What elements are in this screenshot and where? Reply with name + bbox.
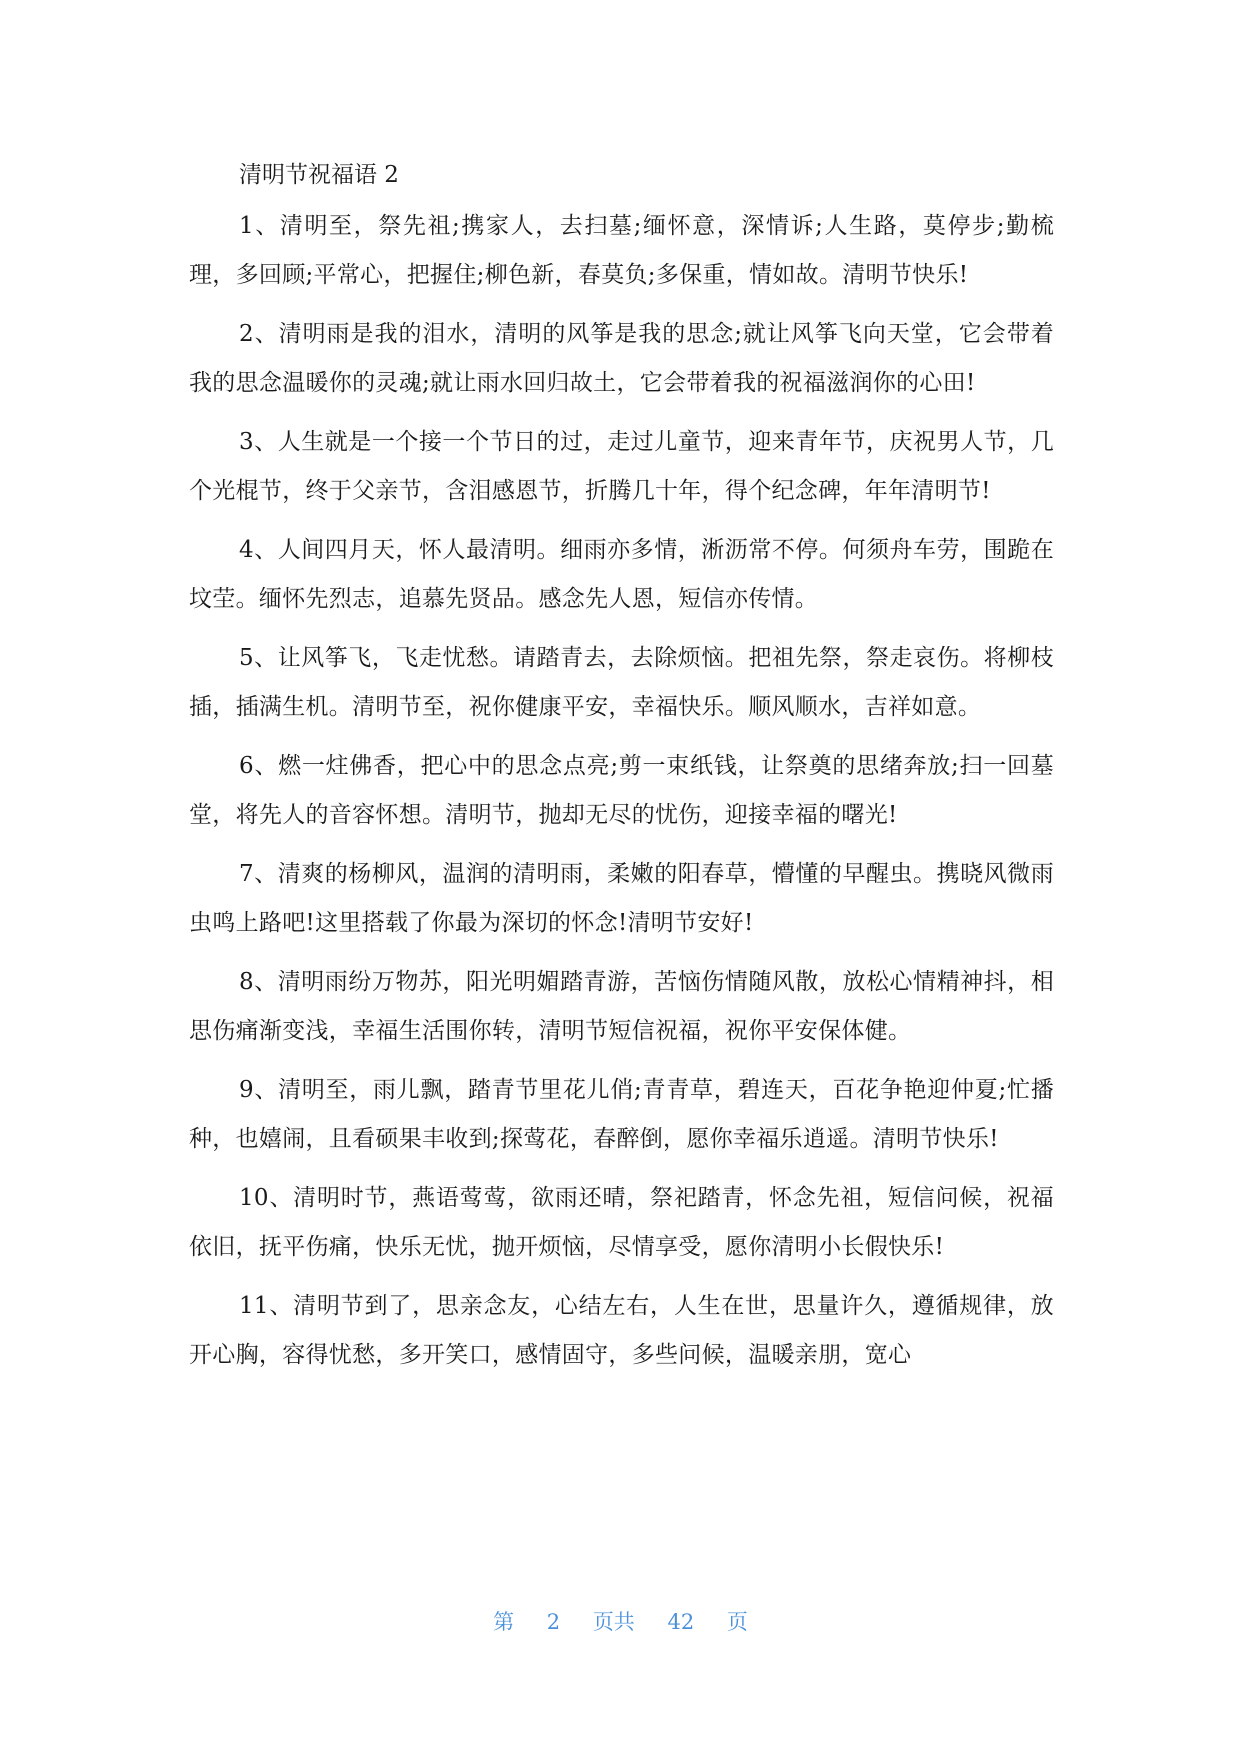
document-body <box>189 160 1054 1390</box>
paragraph-1: 1、清明至，祭先祖;携家人，去扫墓;缅怀意，深情诉;人生路，莫停步;勤梳理，多回顾;平常心，把握住;柳色新，春莫负;多保重，情如故。清明节快乐! <box>189 213 1054 288</box>
section-heading: 清明节祝福语 2 <box>239 162 399 188</box>
paragraph-10: 10、清明时节，燕语莺莺，欲雨还晴，祭祀踏青，怀念先祖，短信问候，祝福依旧，抚平伤痛，快乐无忧，抛开烦恼，尽情享受，愿你清明小长假快乐! <box>189 1185 1054 1260</box>
footer-middle: 页共 <box>592 1610 635 1634</box>
paragraph-8: 8、清明雨纷万物苏，阳光明媚踏青游，苦恼伤情随风散，放松心情精神抖，相思伤痛渐变浅，幸福生活围你转，清明节短信祝福，祝你平安保体健。 <box>189 969 1054 1044</box>
paragraph-7: 7、清爽的杨柳风，温润的清明雨，柔嫩的阳春草，懵懂的早醒虫。携晓风微雨虫鸣上路吧!这里搭载了你最为深切的怀念!清明节安好! <box>189 861 1054 936</box>
page-footer <box>0 1606 1241 1636</box>
paragraph-9: 9、清明至，雨儿飘，踏青节里花儿俏;青青草，碧连天，百花争艳迎仲夏;忙播种，也嬉闹，且看硕果丰收到;探莺花，春醉倒，愿你幸福乐逍遥。清明节快乐! <box>189 1077 1054 1152</box>
paragraph-11: 11、清明节到了，思亲念友，心结左右，人生在世，思量许久，遵循规律，放开心胸，容得忧愁，多开笑口，感情固守，多些问候，温暖亲朋，宽心 <box>189 1293 1054 1368</box>
paragraph-4: 4、人间四月天，怀人最清明。细雨亦多情，淅沥常不停。何须舟车劳，围跪在坟茔。缅怀先烈志，追慕先贤品。感念先人恩，短信亦传情。 <box>189 537 1054 612</box>
paragraph-2: 2、清明雨是我的泪水，清明的风筝是我的思念;就让风筝飞向天堂，它会带着我的思念温暖你的灵魂;就让雨水回归故土，它会带着我的祝福滋润你的心田! <box>189 321 1054 396</box>
footer-suffix: 页 <box>726 1610 748 1634</box>
footer-prefix: 第 <box>493 1610 515 1634</box>
paragraph-5: 5、让风筝飞，飞走忧愁。请踏青去，去除烦恼。把祖先祭，祭走哀伤。将柳枝插，插满生机。清明节至，祝你健康平安，幸福快乐。顺风顺水，吉祥如意。 <box>189 645 1054 720</box>
paragraph-3: 3、人生就是一个接一个节日的过，走过儿童节，迎来青年节，庆祝男人节，几个光棍节，终于父亲节，含泪感恩节，折腾几十年，得个纪念碑，年年清明节! <box>189 429 1054 504</box>
footer-page-number: 2 <box>546 1610 561 1634</box>
footer-total-pages: 42 <box>667 1610 695 1634</box>
paragraph-6: 6、燃一炷佛香，把心中的思念点亮;剪一束纸钱，让祭奠的思绪奔放;扫一回墓堂，将先人的音容怀想。清明节，抛却无尽的忧伤，迎接幸福的曙光! <box>189 753 1054 828</box>
